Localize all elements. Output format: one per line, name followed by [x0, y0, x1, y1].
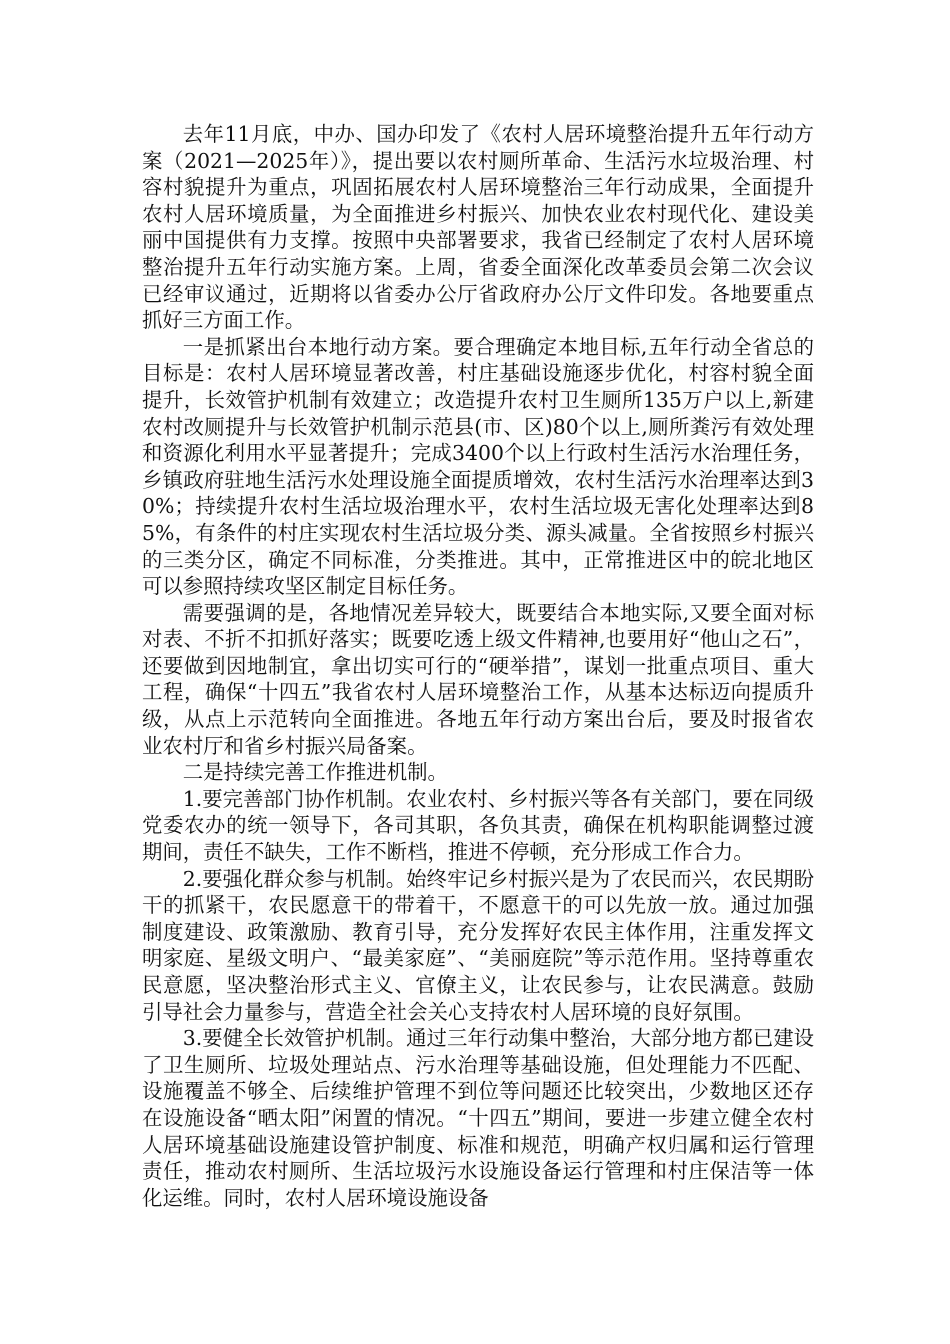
document-body	[142, 121, 814, 1211]
paragraph-emphasis: 需要强调的是，各地情况差异较大，既要结合本地实际,又要全面对标对表、不折不扣抓好落实；既要吃透上级文件精神,也要用好“他山之石”，还要做到因地制宜，拿出切实可行的“硬举措”，谋划一批重点项目、重大工程，确保“十四五”我省农村人居环境整治工作，从基本达标迈向提质升级，从点上示范转向全面推进。各地五年行动方案出台后，要及时报省农业农村厅和省乡村振兴局备案。	[142, 600, 814, 758]
paragraph-action-plan: 一是抓紧出台本地行动方案。要合理确定本地目标,五年行动全省总的目标是：农村人居环境显著改善，村庄基础设施逐步优化，村容村貌全面提升，长效管护机制有效建立；改造提升农村卫生厕所135万户以上,新建农村改厕提升与长效管护机制示范县(市、区)80个以上,厕所粪污有效处理和资源化利用水平显著提升；完成3400个以上行政村生活污水治理任务，乡镇政府驻地生活污水处理设施全面提质增效，农村生活污水治理率达到30%；持续提升农村生活垃圾治理水平，农村生活垃圾无害化处理率达到85%，有条件的村庄实现农村生活垃圾分类、源头减量。全省按照乡村振兴的三类分区，确定不同标准，分类推进。其中，正常推进区中的皖北地区可以参照持续攻坚区制定目标任务。	[142, 334, 814, 599]
paragraph-coordination: 1.要完善部门协作机制。农业农村、乡村振兴等各有关部门，要在同级党委农办的统一领导下，各司其职，各负其责，确保在机构职能调整过渡期间，责任不缺失，工作不断档，推进不停顿，充分形成工作合力。	[142, 786, 814, 865]
paragraph-intro: 去年11月底，中办、国办印发了《农村人居环境整治提升五年行动方案（2021—2025年）》，提出要以农村厕所革命、生活污水垃圾治理、村容村貌提升为重点，巩固拓展农村人居环境整治三年行动成果，全面提升农村人居环境质量，为全面推进乡村振兴、加快农业农村现代化、建设美丽中国提供有力支撑。按照中央部署要求，我省已经制定了农村人居环境整治提升五年行动实施方案。上周，省委全面深化改革委员会第二次会议已经审议通过，近期将以省委办公厅省政府办公厅文件印发。各地要重点抓好三方面工作。	[142, 122, 814, 333]
paragraph-mechanism-heading: 二是持续完善工作推进机制。	[182, 760, 448, 785]
paragraph-participation: 2.要强化群众参与机制。始终牢记乡村振兴是为了农民而兴，农民期盼干的抓紧干，农民愿意干的带着干，不愿意干的可以先放一放。通过加强制度建设、政策激励、教育引导，充分发挥好农民主体作用，注重发挥文明家庭、星级文明户、“最美家庭”、“美丽庭院”等示范作用。坚持尊重农民意愿，坚决整治形式主义、官僚主义，让农民参与，让农民满意。鼓励引导社会力量参与，营造全社会关心支持农村人居环境的良好氛围。	[142, 866, 814, 1024]
paragraph-maintenance: 3.要健全长效管护机制。通过三年行动集中整治，大部分地方都已建设了卫生厕所、垃圾处理站点、污水治理等基础设施，但处理能力不匹配、设施覆盖不够全、后续维护管理不到位等问题还比较突出，少数地区还存在设施设备“晒太阳”闲置的情况。“十四五”期间，要进一步建立健全农村人居环境基础设施建设管护制度、标准和规范，明确产权归属和运行管理责任，推动农村厕所、生活垃圾污水设施设备运行管理和村庄保洁等一体化运维。同时，农村人居环境设施设备	[142, 1026, 814, 1210]
